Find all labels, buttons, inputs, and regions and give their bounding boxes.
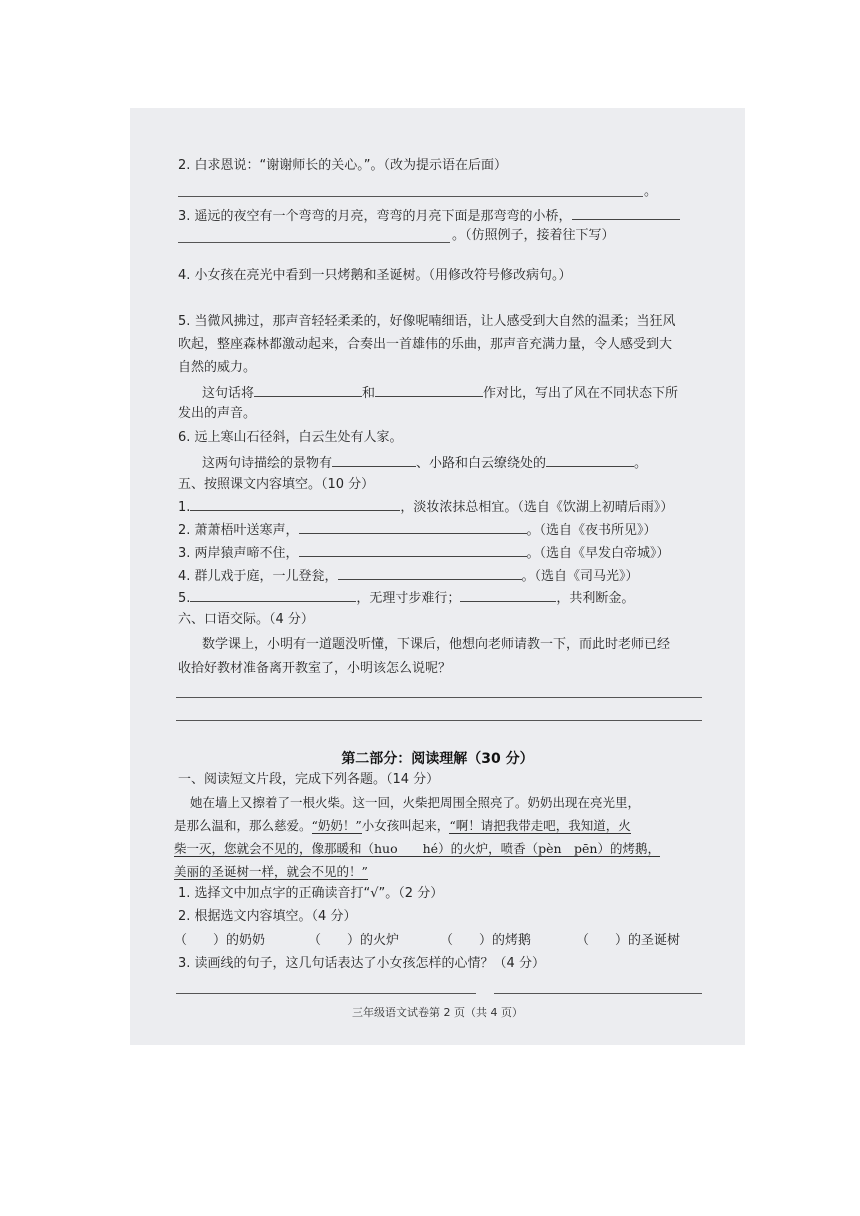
sub-question-2: 2. 根据选文内容填空。（4 分）	[178, 909, 357, 924]
answer-line	[494, 993, 702, 994]
question-6-line1: 6. 远上寒山石径斜，白云生处有人家。	[178, 430, 403, 445]
section-6-heading: 六、口语交际。（4 分）	[178, 612, 314, 627]
answer-line	[178, 242, 450, 243]
answer-blank[interactable]	[572, 207, 680, 220]
question-5-line1: 5. 当微风拂过，那声音轻轻柔柔的，好像呢喃细语，让人感受到大自然的温柔；当狂风	[178, 314, 676, 329]
question-3-text: 3. 遥远的夜空有一个弯弯的月亮，弯弯的月亮下面是那弯弯的小桥，	[178, 209, 572, 224]
page-footer: 三年级语文试卷第 2 页（共 4 页）	[352, 1006, 523, 1019]
question-4: 4. 小女孩在亮光中看到一只烤鹅和圣诞树。（用修改符号修改病句。）	[178, 268, 572, 283]
sub-question-1: 1. 选择文中加点字的正确读音打“√”。（2 分）	[178, 886, 444, 901]
question-2-end: 。	[644, 184, 658, 199]
section-6-prompt-line1: 数学课上，小明有一道题没听懂，下课后，他想向老师请教一下，而此时老师已经	[202, 637, 671, 652]
section-5-item-4: 4. 群儿戏于庭，一儿登瓮， 。（选自《司马光》）	[178, 569, 639, 584]
section-5-item-5: 5. ，无理寸步难行； ，共利断金。	[178, 591, 635, 606]
answer-line	[178, 196, 643, 197]
answer-blank[interactable]	[254, 384, 362, 397]
passage-line3: 柴一灭，您就会不见的，像那暖和（huo hé）的火炉，喷香（pèn pēn）的烤鹅，	[174, 841, 660, 856]
section-5-item-3: 3. 两岸猿声啼不住， 。（选自《早发白帝城》）	[178, 546, 670, 561]
section-5-item-1: 1. ，淡妆浓抹总相宜。（选自《饮湖上初晴后雨》）	[178, 500, 674, 515]
fill-item-stove[interactable]: （ ）的火炉	[308, 933, 400, 948]
answer-blank[interactable]	[546, 454, 634, 467]
answer-blank[interactable]	[190, 589, 356, 602]
section-5-item-2: 2. 萧萧梧叶送寒声， 。（选自《夜书所见》）	[178, 523, 657, 538]
answer-blank[interactable]	[190, 498, 400, 511]
question-3-end: 。（仿照例子，接着往下写）	[452, 228, 615, 243]
answer-blank[interactable]	[338, 567, 522, 580]
question-5-line3: 自然的威力。	[178, 360, 257, 375]
fill-item-grandma[interactable]: （ ）的奶奶	[174, 933, 266, 948]
section-5-heading: 五、按照课文内容填空。（10 分）	[178, 477, 375, 492]
answer-line	[176, 720, 702, 721]
fill-item-goose[interactable]: （ ）的烤鹅	[440, 933, 532, 948]
question-3	[178, 207, 680, 225]
question-5-line5: 发出的声音。	[178, 406, 257, 421]
passage-line4: 美丽的圣诞树一样，就会不见的！”	[174, 864, 368, 879]
question-2: 2. 白求恩说：“谢谢师长的关心。”。（改为提示语在后面）	[178, 158, 508, 173]
passage-line2: 是那么温和，那么慈爱。“奶奶！”小女孩叫起来，“啊！请把我带走吧，我知道，火	[174, 818, 631, 833]
part-2-title: 第二部分：阅读理解（30 分）	[341, 751, 534, 767]
answer-blank[interactable]	[460, 589, 556, 602]
answer-line	[176, 993, 476, 994]
answer-blank[interactable]	[375, 384, 483, 397]
question-5-line4: 这句话将 和 作对比，写出了风在不同状态下所	[202, 386, 679, 401]
passage-line1: 她在墙上又擦着了一根火柴。这一回，火柴把周围全照亮了。奶奶出现在亮光里，	[190, 795, 641, 810]
answer-line	[176, 697, 702, 698]
exam-sheet	[130, 108, 745, 1045]
question-5-line2: 吹起，整座森林都激动起来，合奏出一首雄伟的乐曲，那声音充满力量，令人感受到大	[178, 337, 673, 352]
sub-question-3: 3. 读画线的句子，这几句话表达了小女孩怎样的心情？（4 分）	[178, 956, 545, 971]
answer-blank[interactable]	[299, 521, 527, 534]
answer-blank[interactable]	[332, 454, 416, 467]
answer-blank[interactable]	[299, 544, 527, 557]
part-2-question-1: 一、阅读短文片段，完成下列各题。（14 分）	[178, 772, 440, 787]
question-6-line2: 这两句诗描绘的景物有 、小路和白云缭绕处的 。	[202, 456, 648, 471]
section-6-prompt-line2: 收拾好教材准备离开教室了，小明该怎么说呢？	[178, 661, 452, 676]
fill-item-tree[interactable]: （ ）的圣诞树	[576, 933, 681, 948]
